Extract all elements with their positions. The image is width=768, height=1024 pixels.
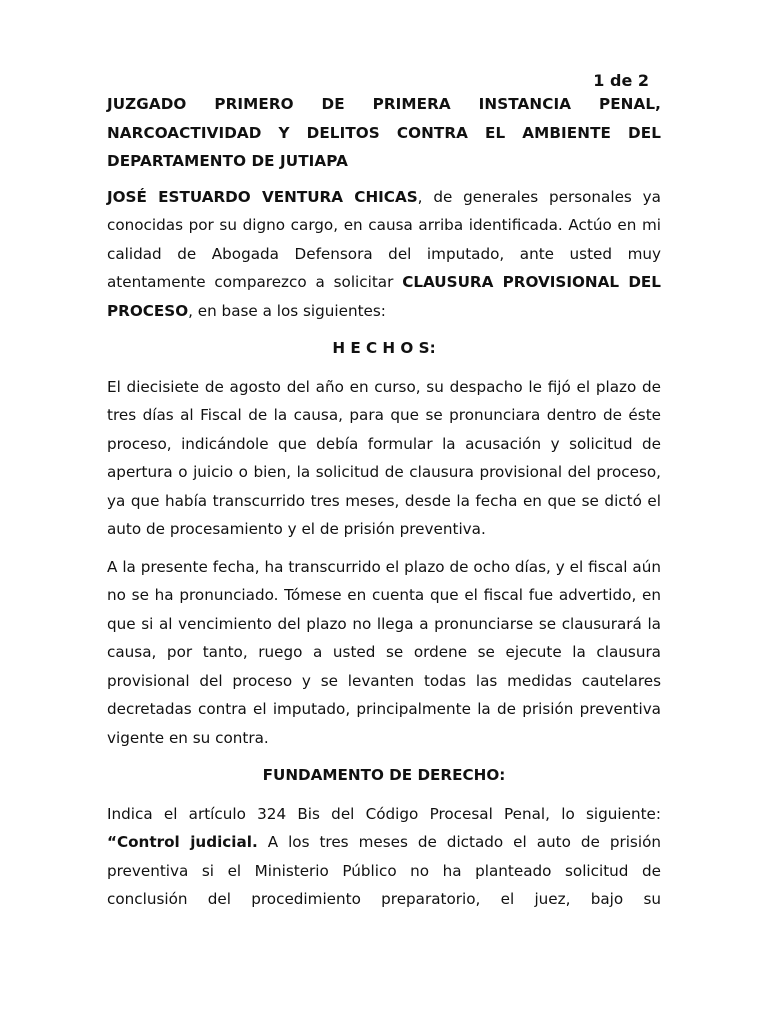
request-title: CLAUSURA PROVISIONAL DEL PROCESO (107, 273, 661, 320)
facts-paragraph-1: El diecisiete de agosto del año en curso, su despacho le fijó el plazo de tres días al Fiscal de la causa, para que se pronunciara dentro de éste proceso, indicándole que debía formular la acusación y solicitud de apertura o juicio o bien, la solicitud de clausura provisional del proceso, ya que había transcurrido tres meses, desde la fecha en que se dictó el auto de procesamiento y el de prisión preventiva. (107, 377, 661, 538)
law-quote-title: “Control judicial. (107, 833, 258, 851)
intro-text-1: , de generales personales ya conocidas por su digno cargo, en causa arriba identificada. Actúo en mi calidad de Abogada Defensora del imputado, ante usted muy atentamente comparezco a solicitar (107, 187, 661, 291)
intro-paragraph (107, 183, 661, 326)
defendant-name: JOSÉ ESTUARDO VENTURA CHICAS (107, 187, 418, 206)
intro-text-2: , en base a los siguientes: (188, 301, 386, 320)
document-body (107, 70, 661, 923)
page-number: 1 de 2 (593, 71, 649, 90)
facts-title: H E C H O S: (332, 339, 436, 357)
court-heading: JUZGADO PRIMERO DE PRIMERA INSTANCIA PENAL, NARCOACTIVIDAD Y DELITOS CONTRA EL AMBIENTE DEL DEPARTAMENTO DE JUTIAPA (107, 95, 661, 170)
law-title: FUNDAMENTO DE DERECHO: (262, 766, 506, 784)
law-paragraph (107, 800, 661, 914)
facts-paragraph-2: A la presente fecha, ha transcurrido el plazo de ocho días, y el fiscal aún no se ha pronunciado. Tómese en cuenta que el fiscal fue advertido, en que si al vencimiento del plazo no llega a pronunciarse se clausurará la causa, por tanto, ruego a usted se ordene se ejecute la clausura provisional del proceso y se levanten todas las medidas cautelares decretadas contra el imputado, principalmente la de prisión preventiva vigente en su contra. (107, 557, 661, 747)
law-text-2: A los tres meses de dictado el auto de prisión preventiva si el Ministerio Público no ha planteado solicitud de conclusión del procedimiento preparatorio, el juez, bajo su (107, 833, 661, 908)
law-text-1: Indica el artículo 324 Bis del Código Procesal Penal, lo siguiente: (107, 804, 661, 823)
